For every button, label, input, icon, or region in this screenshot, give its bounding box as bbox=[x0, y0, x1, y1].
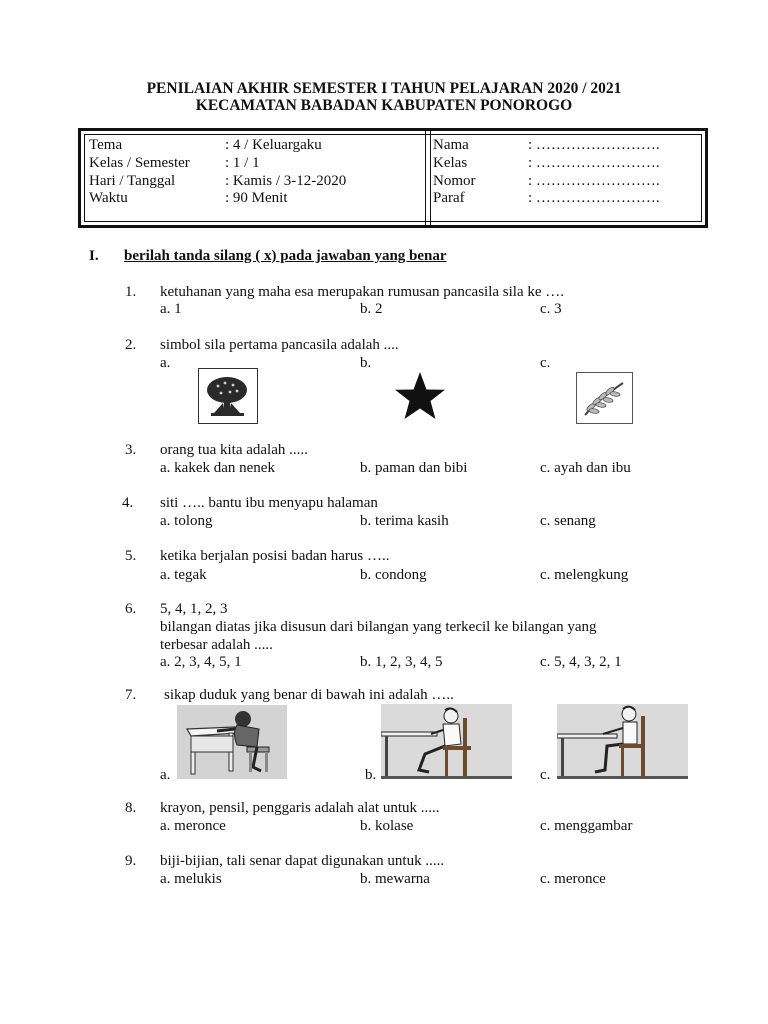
question-2-option-c[interactable]: c. bbox=[540, 355, 551, 371]
question-9-text: biji-bijian, tali senar dapat digunakan untuk ..... bbox=[160, 853, 445, 869]
question-6-text: 5, 4, 1, 2, 3 bbox=[160, 601, 228, 617]
question-6-option-b[interactable]: b. 1, 2, 3, 4, 5 bbox=[360, 654, 443, 670]
section-number: I. bbox=[89, 248, 99, 264]
question-4-number: 4. bbox=[122, 495, 134, 511]
question-6-text-line3: terbesar adalah ..... bbox=[160, 637, 273, 653]
question-6-number: 6. bbox=[125, 601, 137, 617]
exam-subtitle: KECAMATAN BABADAN KABUPATEN PONOROGO bbox=[195, 97, 573, 114]
question-3-option-c[interactable]: c. ayah dan ibu bbox=[540, 460, 631, 476]
rice-stalk-icon bbox=[577, 373, 631, 422]
info-value-hari-tanggal: : Kamis / 3-12-2020 bbox=[225, 173, 347, 189]
question-4-option-b[interactable]: b. terima kasih bbox=[360, 513, 449, 529]
question-1-text: ketuhanan yang maha esa merupakan rumusan pancasila sila ke …. bbox=[160, 284, 565, 300]
question-9-option-b[interactable]: b. mewarna bbox=[360, 871, 430, 887]
upright-sitting-image[interactable] bbox=[557, 704, 688, 779]
question-7-option-b[interactable]: b. bbox=[365, 767, 377, 783]
question-4-text: siti ….. bantu ibu menyapu halaman bbox=[160, 495, 378, 511]
question-8-option-b[interactable]: b. kolase bbox=[360, 818, 414, 834]
info-label-kelas-semester: Kelas / Semester bbox=[89, 155, 190, 171]
question-8-option-c[interactable]: c. menggambar bbox=[540, 818, 633, 834]
info-label-paraf: Paraf bbox=[433, 190, 465, 206]
question-8-text: krayon, pensil, penggaris adalah alat untuk ..... bbox=[160, 800, 440, 816]
banyan-tree-symbol-image[interactable] bbox=[198, 368, 258, 424]
star-icon bbox=[392, 370, 448, 422]
question-9-number: 9. bbox=[125, 853, 137, 869]
child-slouching-at-desk-icon bbox=[177, 705, 287, 779]
info-field-kelas[interactable]: : ……………………. bbox=[528, 155, 660, 171]
rice-cotton-symbol-image[interactable] bbox=[576, 372, 633, 424]
question-9-option-a[interactable]: a. melukis bbox=[160, 871, 222, 887]
banyan-tree-icon bbox=[199, 369, 256, 422]
info-label-nama: Nama bbox=[433, 137, 469, 153]
question-7-option-a[interactable]: a. bbox=[160, 767, 171, 783]
question-6-option-a[interactable]: a. 2, 3, 4, 5, 1 bbox=[160, 654, 242, 670]
question-2-number: 2. bbox=[125, 337, 137, 353]
question-7-text: sikap duduk yang benar di bawah ini adalah ….. bbox=[164, 687, 454, 703]
question-1-option-c[interactable]: c. 3 bbox=[540, 301, 562, 317]
question-3-option-a[interactable]: a. kakek dan nenek bbox=[160, 460, 275, 476]
info-value-tema: : 4 / Keluargaku bbox=[225, 137, 322, 153]
exam-title: PENILAIAN AKHIR SEMESTER I TAHUN PELAJARAN 2020 / 2021 bbox=[146, 80, 622, 97]
question-5-number: 5. bbox=[125, 548, 137, 564]
info-box-divider bbox=[425, 131, 431, 225]
question-4-option-c[interactable]: c. senang bbox=[540, 513, 596, 529]
info-field-nama[interactable]: : ……………………. bbox=[528, 137, 660, 153]
question-2-option-b[interactable]: b. bbox=[360, 355, 372, 371]
child-sitting-upright-icon bbox=[557, 704, 688, 779]
question-7-option-c[interactable]: c. bbox=[540, 767, 551, 783]
leaning-sitting-image[interactable] bbox=[381, 704, 512, 779]
info-field-paraf[interactable]: : ……………………. bbox=[528, 190, 660, 206]
question-1-option-b[interactable]: b. 2 bbox=[360, 301, 383, 317]
question-6-option-c[interactable]: c. 5, 4, 3, 2, 1 bbox=[540, 654, 622, 670]
question-5-option-a[interactable]: a. tegak bbox=[160, 567, 207, 583]
info-label-tema: Tema bbox=[89, 137, 123, 153]
question-3-number: 3. bbox=[125, 442, 137, 458]
question-1-number: 1. bbox=[125, 284, 137, 300]
question-9-option-c[interactable]: c. meronce bbox=[540, 871, 606, 887]
info-label-hari-tanggal: Hari / Tanggal bbox=[89, 173, 176, 189]
info-value-waktu: : 90 Menit bbox=[225, 190, 288, 206]
section-instruction: berilah tanda silang ( x) pada jawaban yang benar bbox=[124, 248, 447, 264]
info-value-kelas-semester: : 1 / 1 bbox=[225, 155, 260, 171]
question-8-option-a[interactable]: a. meronce bbox=[160, 818, 226, 834]
child-leaning-back-icon bbox=[381, 704, 512, 779]
question-6-text-line2: bilangan diatas jika disusun dari bilangan yang terkecil ke bilangan yang bbox=[160, 619, 597, 635]
question-1-option-a[interactable]: a. 1 bbox=[160, 301, 182, 317]
info-label-kelas: Kelas bbox=[433, 155, 468, 171]
question-3-text: orang tua kita adalah ..... bbox=[160, 442, 308, 458]
star-symbol-image[interactable] bbox=[392, 370, 448, 422]
info-label-waktu: Waktu bbox=[89, 190, 128, 206]
question-7-number: 7. bbox=[125, 687, 137, 703]
question-4-option-a[interactable]: a. tolong bbox=[160, 513, 213, 529]
question-3-option-b[interactable]: b. paman dan bibi bbox=[360, 460, 468, 476]
question-5-text: ketika berjalan posisi badan harus ….. bbox=[160, 548, 390, 564]
question-5-option-b[interactable]: b. condong bbox=[360, 567, 427, 583]
question-2-text: simbol sila pertama pancasila adalah .... bbox=[160, 337, 399, 353]
question-8-number: 8. bbox=[125, 800, 137, 816]
info-label-nomor: Nomor bbox=[433, 173, 476, 189]
question-2-option-a[interactable]: a. bbox=[160, 355, 171, 371]
slouched-sitting-image[interactable] bbox=[177, 705, 287, 779]
question-5-option-c[interactable]: c. melengkung bbox=[540, 567, 629, 583]
info-field-nomor[interactable]: : ……………………. bbox=[528, 173, 660, 189]
